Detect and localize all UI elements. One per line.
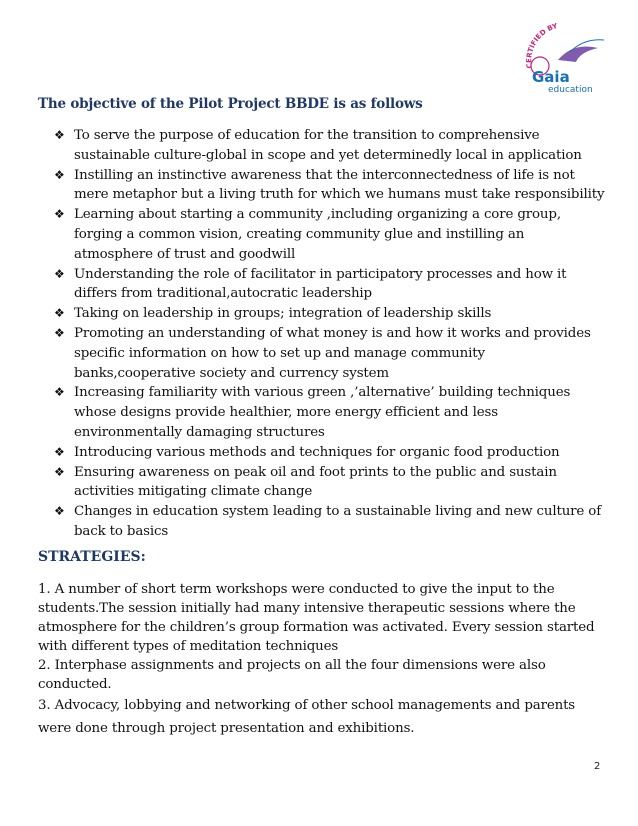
list-item-text: Promoting an understanding of what money is and how it works and provides specific information on how to set up and manage community banks,cooperative society and currency system [74, 325, 591, 381]
list-item [54, 463, 606, 503]
list-item-text: Learning about starting a community ,including organizing a core group, forging a common vision, creating community glue and instilling an atmosphere of trust and goodwill [74, 207, 561, 262]
objectives-heading: The objective of the Pilot Project BBDE is as follows [38, 96, 423, 112]
diamond-bullet-icon: ❖ [54, 325, 65, 340]
logo-certified-text: CERTIFIED BY [525, 22, 559, 69]
list-item-text: Ensuring awareness on peak oil and foot prints to the public and sustain activities mitigating climate change [74, 464, 557, 500]
list-item [54, 443, 606, 463]
diamond-bullet-icon: ❖ [54, 306, 65, 321]
list-item-text: Increasing familiarity with various green ,’alternative’ building techniques whose designs provide healthier, more energy efficient and less environmentally damaging structures [74, 385, 571, 440]
diamond-bullet-icon: ❖ [54, 464, 65, 479]
list-item [54, 265, 606, 305]
objectives-list [54, 126, 606, 542]
list-item [54, 502, 606, 542]
strategy-paragraph: 1. A number of short term workshops were conducted to give the input to the students.The session initially had many intensive therapeutic sessions where the atmosphere for the children’s group formation was activated. Every session started with different types of meditation techniques [38, 582, 595, 654]
logo-brand-text: Gaia [532, 68, 570, 86]
list-item [54, 324, 606, 383]
list-item [54, 205, 606, 264]
diamond-bullet-icon: ❖ [54, 444, 65, 459]
list-item [54, 126, 606, 166]
gaia-education-logo [518, 22, 610, 94]
diamond-bullet-icon: ❖ [54, 266, 65, 281]
list-item-text: Understanding the role of facilitator in participatory processes and how it differs from traditional,autocratic leadership [74, 266, 567, 302]
strategy-paragraph: 2. Interphase assignments and projects on all the four dimensions were also conducted. [38, 658, 546, 692]
strategy-paragraph: 3. Advocacy, lobbying and networking of other school managements and parents were done through project presentation and exhibitions. [38, 698, 576, 736]
diamond-bullet-icon: ❖ [54, 128, 65, 142]
list-item [54, 166, 606, 206]
list-item-text: Taking on leadership in groups; integration of leadership skills [74, 306, 492, 322]
list-item [54, 304, 606, 324]
list-item-text: To serve the purpose of education for the transition to comprehensive sustainable culture-global in scope and yet determinedly local in application [74, 128, 582, 163]
diamond-bullet-icon: ❖ [54, 167, 65, 182]
diamond-bullet-icon: ❖ [54, 385, 65, 400]
strategies-section [38, 580, 598, 740]
list-item-text: Changes in education system leading to a sustainable living and new culture of back to basics [74, 504, 602, 539]
svg-text:CERTIFIED BY [525, 22, 559, 69]
list-item [54, 383, 606, 442]
list-item-text: Instilling an instinctive awareness that the interconnectedness of life is not mere metaphor but a living truth for which we humans must take responsibility [74, 167, 605, 203]
list-item-text: Introducing various methods and techniques for organic food production [74, 444, 560, 460]
diamond-bullet-icon: ❖ [54, 207, 65, 222]
strategies-heading: STRATEGIES: [38, 549, 146, 565]
logo-sub-text: education [548, 85, 593, 94]
page-number: 2 [594, 761, 601, 772]
diamond-bullet-icon: ❖ [54, 504, 65, 519]
